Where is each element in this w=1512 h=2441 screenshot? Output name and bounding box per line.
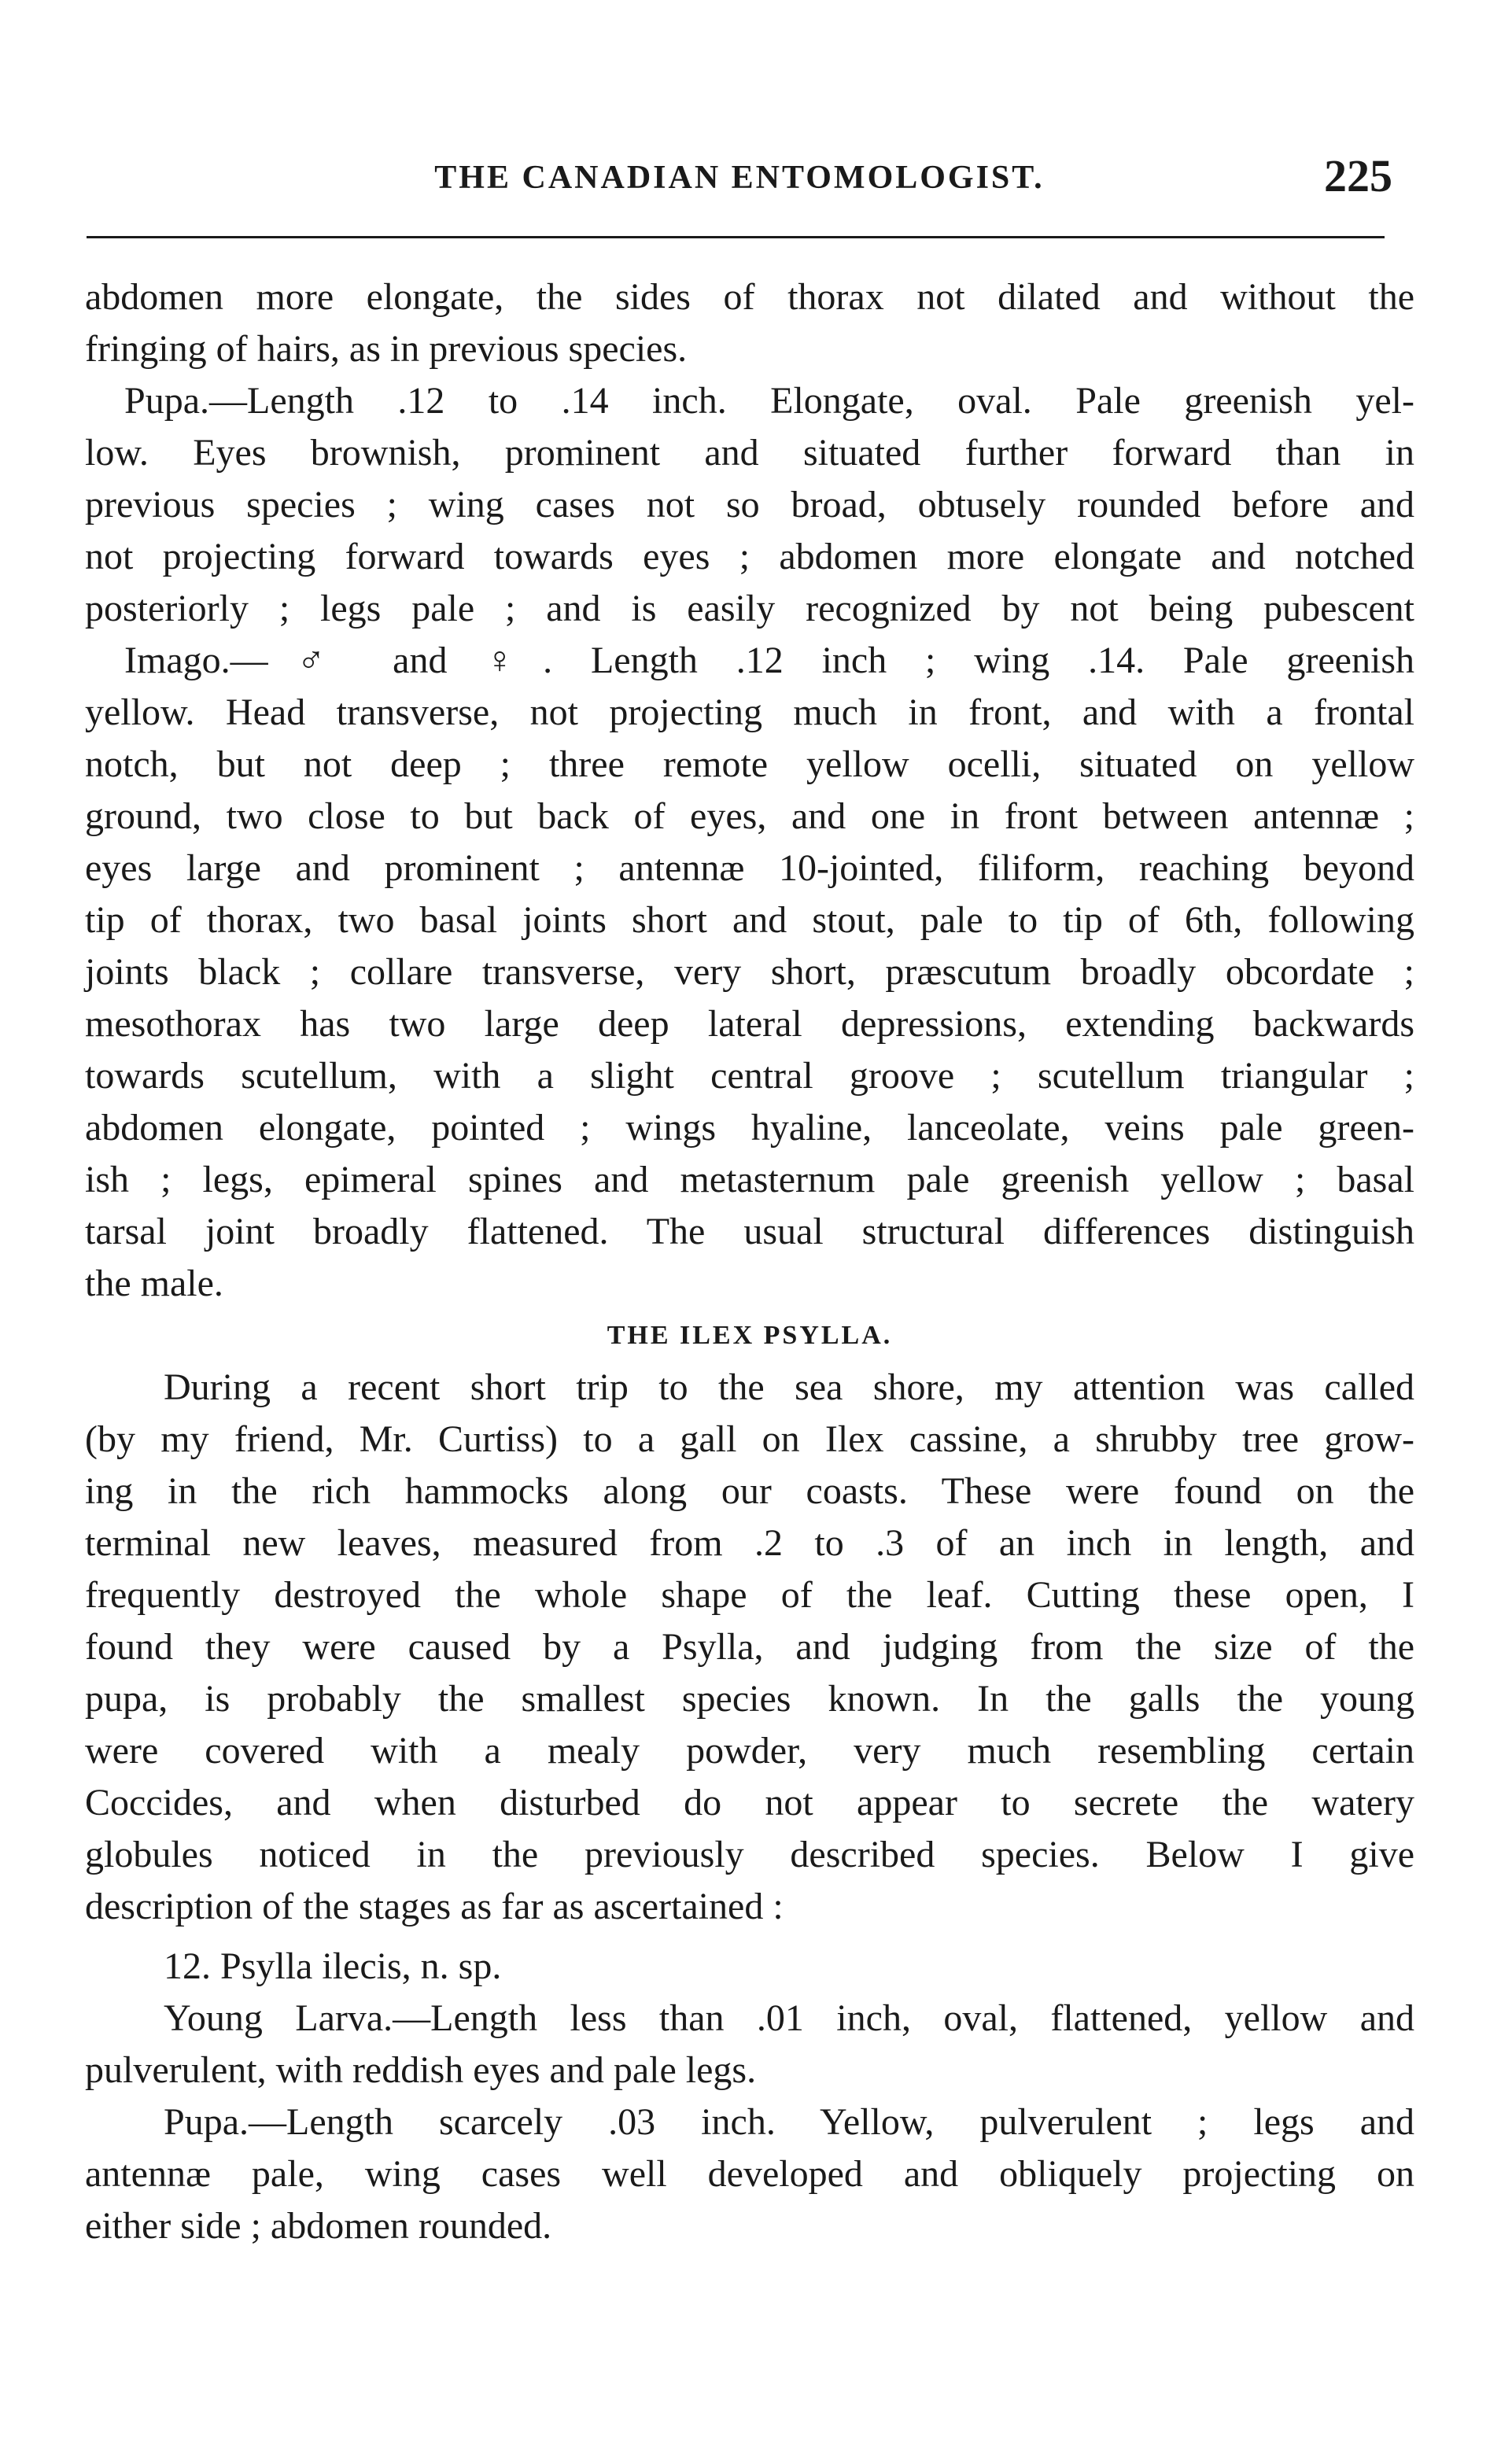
text-line: (by my friend, Mr. Curtiss) to a gall on Ilex cassine, a shrubby tree grow- [85,1418,1414,1460]
text-line: pupa, is probably the smallest species known. In the galls the young [85,1678,1414,1720]
text-line: were covered with a mealy powder, very much resembling certain [85,1730,1414,1772]
running-head [87,149,1392,205]
text-line: mesothorax has two large deep lateral depressions, extending backwards [85,1003,1414,1045]
text-line: notch, but not deep ; three remote yellow ocelli, situated on yellow [85,743,1414,785]
text-line: tip of thorax, two basal joints short and stout, pale to tip of 6th, following [85,899,1414,941]
text-line: posteriorly ; legs pale ; and is easily recognized by not being pubescent [85,588,1414,629]
text-line: fringing of hairs, as in previous species. [85,328,688,370]
text-line: pulverulent, with reddish eyes and pale legs. [85,2049,757,2091]
text-line: tarsal joint broadly flattened. The usual structural differences distinguish [85,1211,1414,1252]
text-line: abdomen elongate, pointed ; wings hyaline, lanceolate, veins pale green- [85,1107,1414,1149]
text-line: antennæ pale, wing cases well developed and obliquely projecting on [85,2153,1414,2195]
text-line: towards scutellum, with a slight central groove ; scutellum triangular ; [85,1055,1414,1097]
text-line: not projecting forward towards eyes ; abdomen more elongate and notched [85,536,1414,577]
species-heading: 12. Psylla ilecis, n. sp. [164,1945,502,1987]
text-line: During a recent short trip to the sea shore, my attention was called [164,1366,1414,1408]
text-line: globules noticed in the previously described species. Below I give [85,1834,1414,1875]
text-line: yellow. Head transverse, not projecting much in front, and with a frontal [85,691,1414,733]
text-line: ground, two close to but back of eyes, and one in front between antennæ ; [85,795,1414,837]
text-line: abdomen more elongate, the sides of thorax not dilated and without the [85,276,1414,318]
text-line: description of the stages as far as ascertained : [85,1886,784,1927]
text-line: previous species ; wing cases not so broad, obtusely rounded before and [85,484,1414,525]
journal-title: THE CANADIAN ENTOMOLOGIST. [434,160,1045,196]
text-line: found they were caused by a Psylla, and judging from the size of the [85,1626,1414,1668]
text-line: Imago.—♂ and ♀. Length .12 inch ; wing .14. Pale greenish [124,640,1414,681]
text-line: joints black ; collare transverse, very short, præscutum broadly obcordate ; [85,951,1414,993]
header-rule [87,236,1385,238]
text-line: either side ; abdomen rounded. [85,2205,552,2247]
text-line: frequently destroyed the whole shape of the leaf. Cutting these open, I [85,1574,1414,1616]
text-line: ish ; legs, epimeral spines and metasternum pale greenish yellow ; basal [85,1159,1414,1200]
page-number: 225 [1324,150,1392,201]
text-line: Coccides, and when disturbed do not appear to secrete the watery [85,1782,1414,1823]
text-line: terminal new leaves, measured from .2 to .3 of an inch in length, and [85,1522,1414,1564]
text-line: low. Eyes brownish, prominent and situated further forward than in [85,432,1414,474]
text-line: ing in the rich hammocks along our coasts. These were found on the [85,1470,1414,1512]
body-text [85,271,1414,2252]
text-line: Young Larva.—Length less than .01 inch, oval, flattened, yellow and [164,1997,1414,2039]
section-heading: THE ILEX PSYLLA. [607,1321,893,1350]
text-line: Pupa.—Length scarcely .03 inch. Yellow, pulverulent ; legs and [164,2101,1414,2143]
text-line: the male. [85,1263,223,1304]
text-line: eyes large and prominent ; antennæ 10-jointed, filiform, reaching beyond [85,847,1414,889]
text-line: Pupa.—Length .12 to .14 inch. Elongate, oval. Pale greenish yel- [124,380,1414,422]
